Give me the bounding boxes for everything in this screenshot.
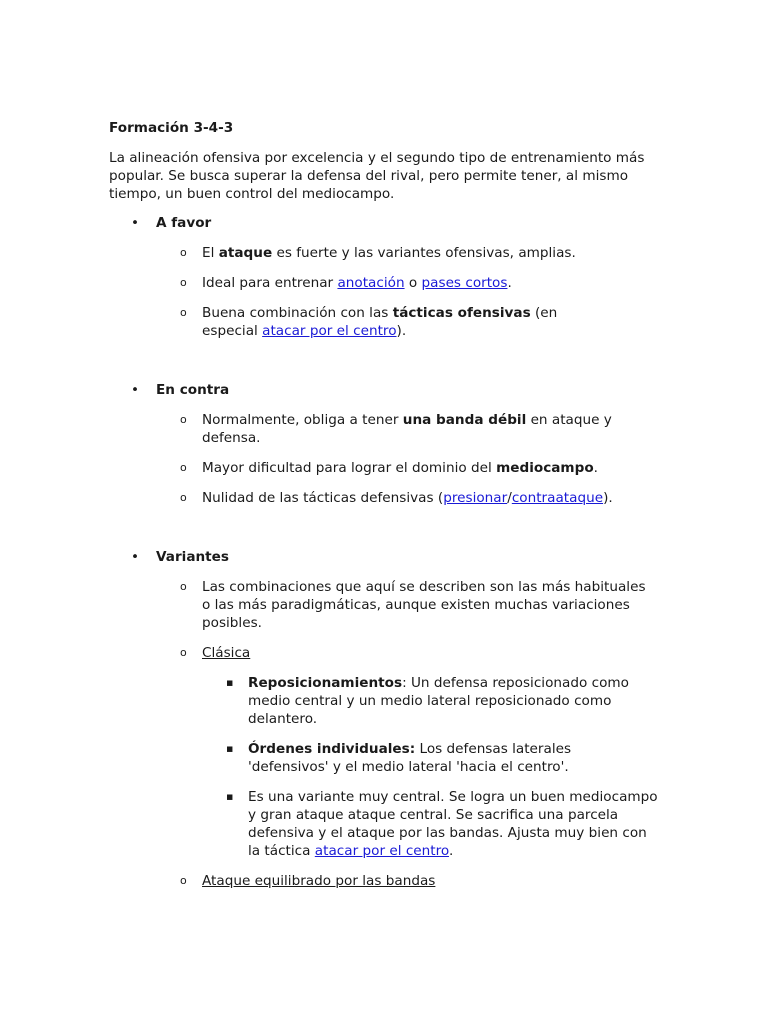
circle-bullet-icon: o	[180, 413, 187, 426]
section-label: Variantes	[156, 549, 229, 565]
circle-bullet-icon: o	[180, 491, 187, 504]
link-contraataque[interactable]: contraataque	[511, 490, 604, 506]
bullet-icon: •	[131, 549, 140, 565]
link-anotacion[interactable]: anotación	[337, 275, 405, 291]
document-page	[109, 119, 669, 890]
circle-bullet-icon: o	[180, 461, 187, 474]
link-atacar-por-el-centro[interactable]: atacar por el centro	[262, 323, 397, 339]
list-item: o Ideal para entrenar anotación o pases cortos.	[180, 275, 512, 291]
page-title: Formación 3-4-3	[109, 120, 234, 136]
section-a-favor	[109, 214, 669, 340]
circle-bullet-icon: o	[180, 580, 187, 593]
list-item: o Las combinaciones que aquí se describen son las más habituales o las más paradigmáticas, aunque existen muchas variaciones posibles.	[180, 579, 646, 631]
square-bullet-icon: ▪	[226, 676, 234, 689]
list-item: ▪ Es una variante muy central. Se logra un buen mediocampo y gran ataque ataque central. Se sacrifica una parcela defensiva y el ataque por las bandas. Ajusta muy bien con la táctica atacar por el centro.	[226, 789, 658, 859]
circle-bullet-icon: o	[180, 246, 187, 259]
circle-bullet-icon: o	[180, 276, 187, 289]
list-item: ▪ Reposicionamientos: Un defensa reposicionado como medio central y un medio lateral reposicionado como delantero.	[226, 675, 629, 727]
link-atacar-por-el-centro[interactable]: atacar por el centro	[314, 843, 449, 859]
circle-bullet-icon: o	[180, 874, 187, 887]
subheading-clasica: Clásica	[202, 645, 251, 661]
list-item: o El ataque es fuerte y las variantes ofensivas, amplias.	[180, 245, 576, 261]
list-item: o Normalmente, obliga a tener una banda débil en ataque y defensa.	[180, 412, 612, 446]
list-item-clasica	[156, 644, 669, 860]
bullet-icon: •	[131, 215, 140, 231]
list-item: o Buena combinación con las tácticas ofensivas (en especial atacar por el centro).	[180, 305, 558, 339]
square-bullet-icon: ▪	[226, 742, 234, 755]
link-pases-cortos[interactable]: pases cortos	[421, 275, 508, 291]
section-en-contra	[109, 381, 669, 507]
intro-paragraph: La alineación ofensiva por excelencia y el segundo tipo de entrenamiento más popular. Se busca superar la defensa del rival, pero permite tener, al mismo tiempo, un buen control del mediocampo.	[109, 150, 645, 202]
bullet-icon: •	[131, 382, 140, 398]
list-item: o Nulidad de las tácticas defensivas (presionar/contraataque).	[180, 490, 613, 506]
section-variantes	[109, 548, 669, 890]
section-label: A favor	[156, 215, 212, 231]
square-bullet-icon: ▪	[226, 790, 234, 803]
circle-bullet-icon: o	[180, 306, 187, 319]
link-presionar[interactable]: presionar	[443, 490, 508, 506]
circle-bullet-icon: o	[180, 646, 187, 659]
list-item: o Mayor dificultad para lograr el dominio del mediocampo.	[180, 460, 598, 476]
list-item-equilibrado	[156, 872, 669, 890]
list-item: ▪ Órdenes individuales: Los defensas laterales 'defensivos' y el medio lateral 'hacia el centro'.	[226, 741, 572, 775]
subheading-ataque-equilibrado: Ataque equilibrado por las bandas	[202, 873, 436, 889]
section-label: En contra	[156, 382, 230, 398]
